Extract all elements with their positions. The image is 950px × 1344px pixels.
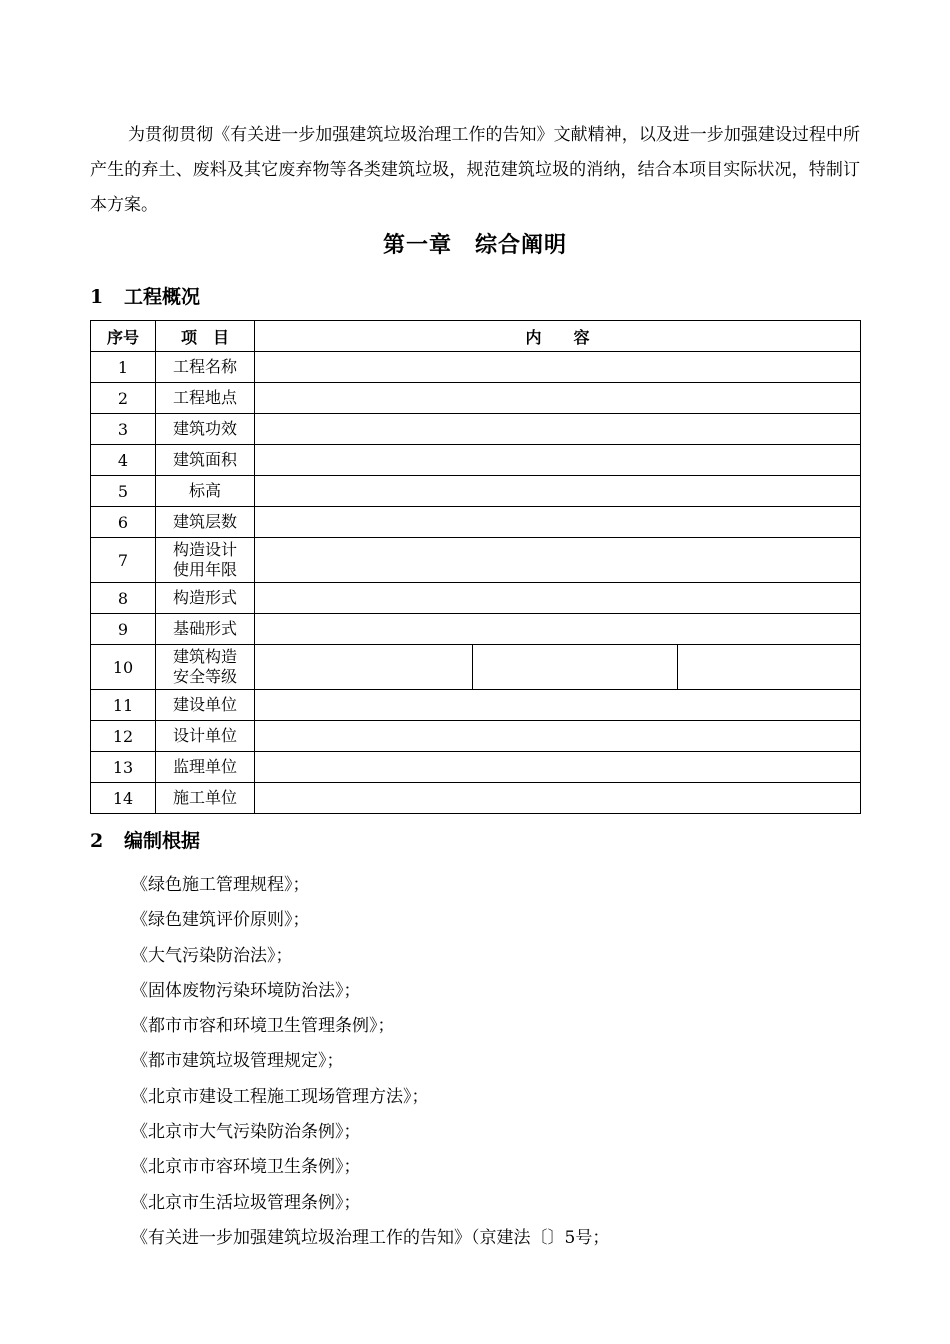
list-item: 《固体废物污染环境防治法》； <box>131 980 361 1001</box>
row-content <box>255 783 861 814</box>
list-item: 《北京市建设工程施工现场管理方法》； <box>131 1086 429 1107</box>
list-item: 《北京市大气污染防治条例》； <box>131 1122 361 1143</box>
row-no: 14 <box>91 783 156 814</box>
table-row <box>91 507 861 538</box>
row-no: 13 <box>91 752 156 783</box>
list-item: 《绿色建筑评价原则》； <box>131 910 310 931</box>
list-item: 《北京市市容环境卫生条例》； <box>131 1157 361 1178</box>
list-item: 《大气污染防治法》； <box>131 945 293 966</box>
row-no: 3 <box>91 414 156 445</box>
row-content <box>255 752 861 783</box>
row-content <box>255 721 861 752</box>
table-row <box>91 476 861 507</box>
chapter-title: 第一章 综合阐明 <box>382 232 567 258</box>
section-heading-2 <box>90 826 200 853</box>
header-no: 序号 <box>91 321 156 352</box>
list-item: 《有关进一步加强建筑垃圾治理工作的告知》（京建法〔〕5号； <box>131 1227 610 1248</box>
row-content <box>255 414 861 445</box>
row-no: 4 <box>91 445 156 476</box>
row-item: 标高 <box>156 476 255 507</box>
section-title: 工程概况 <box>124 286 201 308</box>
section-heading-1 <box>90 282 200 309</box>
row-item <box>156 645 255 690</box>
row-no: 11 <box>91 690 156 721</box>
table-row <box>91 645 861 690</box>
row-item: 监理单位 <box>156 752 255 783</box>
row-no: 6 <box>91 507 156 538</box>
row-item-line1: 建筑构造 <box>172 647 237 666</box>
row-no: 1 <box>91 352 156 383</box>
row-item: 建筑功效 <box>156 414 255 445</box>
project-overview-table <box>90 320 861 814</box>
row-item: 设计单位 <box>156 721 255 752</box>
row-item-line2: 使用年限 <box>172 560 237 579</box>
table-row <box>91 783 861 814</box>
header-item: 项 目 <box>156 321 255 352</box>
list-item: 《绿色施工管理规程》； <box>131 875 310 895</box>
row-no: 7 <box>91 538 156 583</box>
row-no: 12 <box>91 721 156 752</box>
table-row <box>91 445 861 476</box>
list-item: 《北京市生活垃圾管理条例》； <box>131 1192 361 1213</box>
table-row <box>91 414 861 445</box>
row-item-line2: 安全等级 <box>172 667 237 686</box>
row-item: 建筑层数 <box>156 507 255 538</box>
header-content: 内 容 <box>255 321 861 352</box>
row-content <box>255 507 861 538</box>
row-no: 9 <box>91 614 156 645</box>
row-content-cell <box>473 645 678 690</box>
intro-paragraph: 为贯彻贯彻《有关进一步加强建筑垃圾治理工作的告知》文献精神，以及进一步加强建设过程中所产生的弃土、废料及其它废弃物等各类建筑垃圾，规范建筑垃圾的消纳，结合本项目实际状况，特制订本方案。 <box>90 125 860 215</box>
row-content <box>255 583 861 614</box>
row-item: 基础形式 <box>156 614 255 645</box>
row-no: 5 <box>91 476 156 507</box>
row-item: 建筑面积 <box>156 445 255 476</box>
row-content <box>255 538 861 583</box>
section-number: 2 <box>90 830 104 852</box>
row-item: 构造形式 <box>156 583 255 614</box>
row-item-line1: 构造设计 <box>172 540 237 559</box>
reference-list <box>131 868 609 1256</box>
row-content <box>255 614 861 645</box>
section-title: 编制根据 <box>124 830 201 852</box>
row-content-cell <box>678 645 861 690</box>
row-content <box>255 383 861 414</box>
row-item: 施工单位 <box>156 783 255 814</box>
list-item: 《都市市容和环境卫生管理条例》； <box>131 1016 395 1037</box>
row-content-cell <box>255 645 473 690</box>
row-content <box>255 445 861 476</box>
table-row <box>91 721 861 752</box>
table-row <box>91 614 861 645</box>
row-no: 10 <box>91 645 156 690</box>
row-item <box>156 538 255 583</box>
table-row <box>91 752 861 783</box>
table-row <box>91 352 861 383</box>
row-content <box>255 690 861 721</box>
section-number: 1 <box>90 286 104 308</box>
list-item: 《都市建筑垃圾管理规定》； <box>131 1051 344 1072</box>
row-no: 2 <box>91 383 156 414</box>
table-row <box>91 583 861 614</box>
row-item: 建设单位 <box>156 690 255 721</box>
row-content <box>255 476 861 507</box>
row-item: 工程名称 <box>156 352 255 383</box>
row-content <box>255 352 861 383</box>
table-row <box>91 538 861 583</box>
row-item: 工程地点 <box>156 383 255 414</box>
table-row <box>91 690 861 721</box>
row-no: 8 <box>91 583 156 614</box>
table-header-row <box>91 321 861 352</box>
table-row <box>91 383 861 414</box>
